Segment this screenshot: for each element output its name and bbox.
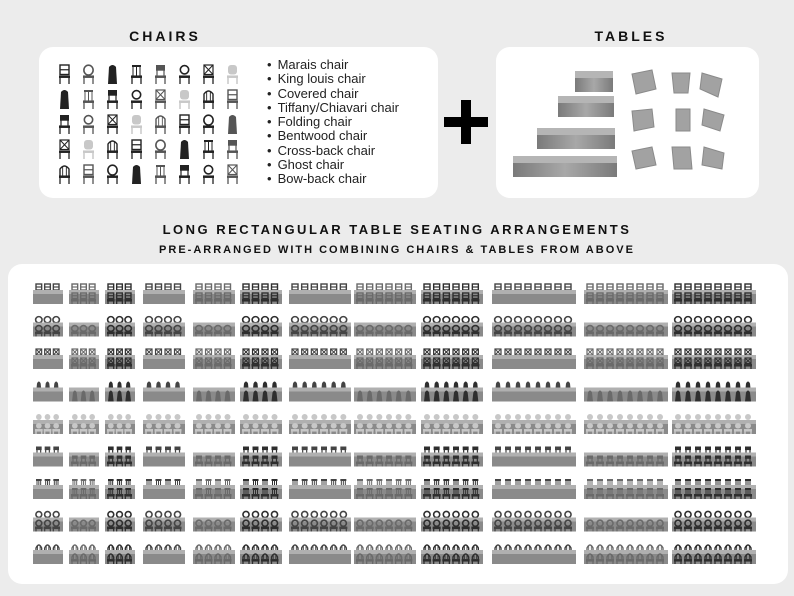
table-top <box>584 323 668 327</box>
seating-arrangement <box>289 447 351 467</box>
seating-arrangement <box>672 479 756 499</box>
chair-icon <box>155 140 166 159</box>
table-top <box>492 453 576 457</box>
seating-arrangement <box>193 479 235 499</box>
chair-icon <box>227 65 238 84</box>
seating-arrangement <box>421 414 483 434</box>
table-cloth <box>584 392 668 402</box>
seating-arrangement <box>354 284 416 304</box>
chair-type-item: • Cross-back chair <box>267 144 399 158</box>
table-cloth <box>492 457 576 467</box>
chair-icon <box>227 140 238 159</box>
seating-arrangement <box>69 349 99 369</box>
table-top <box>289 550 351 554</box>
seating-arrangement <box>354 518 416 532</box>
table-top <box>672 388 756 392</box>
chair-icon <box>203 65 214 84</box>
table-cloth <box>143 554 185 564</box>
chair-icon <box>59 166 70 184</box>
seating-arrangement <box>240 447 282 467</box>
seating-arrangement <box>584 284 668 304</box>
seating-arrangement <box>289 382 351 402</box>
table-cloth <box>143 392 185 402</box>
seating-arrangement <box>492 382 576 402</box>
seating-arrangement <box>69 518 99 532</box>
seating-arrangement <box>492 414 576 434</box>
seating-arrangement <box>492 284 576 304</box>
table-cloth <box>33 392 63 402</box>
seating-arrangement <box>240 479 282 499</box>
table-cloth <box>492 489 576 499</box>
table-top <box>492 485 576 489</box>
table-top <box>143 550 185 554</box>
seating-arrangement <box>240 511 282 531</box>
table-cloth <box>143 359 185 369</box>
table-illustrations <box>496 47 759 198</box>
table-top <box>143 453 185 457</box>
seating-arrangement <box>69 323 99 337</box>
table-cloth <box>143 489 185 499</box>
chairs-heading: CHAIRS <box>129 28 201 44</box>
arrangements-heading: LONG RECTANGULAR TABLE SEATING ARRANGEMENTS <box>162 222 632 237</box>
table-top <box>492 518 576 522</box>
seating-arrangement <box>143 447 185 467</box>
table-top <box>672 453 756 457</box>
table-top <box>421 550 483 554</box>
seating-arrangement <box>193 545 235 564</box>
seating-arrangement <box>69 414 99 434</box>
seating-arrangement <box>240 349 282 369</box>
seating-arrangement <box>672 545 756 564</box>
seating-arrangement <box>672 317 756 337</box>
seating-arrangement <box>143 284 185 304</box>
seating-arrangement <box>672 382 756 402</box>
chair-icon <box>83 65 94 84</box>
table-top <box>33 388 63 392</box>
chair-icon <box>179 66 190 84</box>
seating-arrangement <box>240 317 282 337</box>
seating-arrangement <box>240 284 282 304</box>
table-top <box>492 420 576 424</box>
chair-icon <box>60 90 69 109</box>
chair-icon <box>131 115 142 134</box>
seating-arrangement <box>672 447 756 467</box>
seating-arrangement <box>584 453 668 467</box>
chair-icon <box>179 90 190 109</box>
table-top <box>354 550 416 554</box>
seating-arrangement <box>354 453 416 467</box>
chair-icon <box>179 165 190 184</box>
seating-arrangement <box>105 414 135 434</box>
seating-arrangement <box>33 447 63 467</box>
chair-icon <box>227 90 238 109</box>
chair-icon <box>203 91 214 109</box>
table-top <box>33 290 63 294</box>
chair-type-item: • Tiffany/Chiavari chair <box>267 101 399 115</box>
seating-arrangement <box>421 511 483 531</box>
seating-arrangement <box>421 349 483 369</box>
seating-arrangement <box>193 518 235 532</box>
seating-arrangement <box>193 323 235 337</box>
seating-arrangement <box>33 284 63 304</box>
table-top <box>33 550 63 554</box>
table-top <box>672 420 756 424</box>
chair-icon <box>203 140 214 159</box>
table-top <box>672 518 756 522</box>
table-shapes <box>632 70 724 169</box>
table-top <box>672 485 756 489</box>
seating-arrangement <box>354 349 416 369</box>
seating-arrangement <box>289 349 351 369</box>
seating-arrangement <box>105 512 135 532</box>
table-top <box>421 388 483 392</box>
chair-icon <box>155 90 166 109</box>
chair-type-item: • Bentwood chair <box>267 129 399 143</box>
seating-arrangement <box>492 511 576 531</box>
seating-arrangement <box>492 317 576 337</box>
seating-arrangement <box>289 479 351 499</box>
table-cloth <box>492 359 576 369</box>
table-cloth <box>33 294 63 304</box>
table-cloth <box>289 294 351 304</box>
table-top <box>421 420 483 424</box>
seating-arrangement <box>33 414 63 434</box>
chair-icon <box>228 115 237 134</box>
table-top <box>289 388 351 392</box>
table-top <box>584 388 668 392</box>
table-top <box>289 420 351 424</box>
seating-arrangement <box>672 284 756 304</box>
table-top <box>354 388 416 392</box>
seating-arrangement <box>289 317 351 337</box>
tables-panel <box>496 47 759 198</box>
chair-type-list <box>267 58 399 187</box>
table-cloth <box>289 359 351 369</box>
seating-arrangement <box>33 382 63 402</box>
seating-arrangement <box>105 349 135 369</box>
chair-icon <box>131 91 142 109</box>
chair-type-item: • Folding chair <box>267 115 399 129</box>
table-top <box>584 518 668 522</box>
arrangements-subtitle: PRE-ARRANGED WITH COMBINING CHAIRS & TABLES FROM ABOVE <box>159 244 635 256</box>
table-top <box>672 550 756 554</box>
seating-arrangement <box>354 323 416 337</box>
seating-arrangement <box>143 545 185 564</box>
chair-icon <box>132 165 141 184</box>
seating-arrangement <box>672 511 756 531</box>
table-top <box>354 420 416 424</box>
chair-icon <box>131 140 142 159</box>
seating-arrangement <box>143 479 185 499</box>
seating-arrangement <box>240 414 282 434</box>
chair-icon <box>83 140 94 159</box>
seating-arrangement <box>584 545 668 564</box>
arrangements-panel <box>8 264 788 584</box>
table-cloth <box>289 489 351 499</box>
seating-arrangement <box>584 349 668 369</box>
chair-icon <box>83 165 94 184</box>
table-cloth <box>33 489 63 499</box>
seating-arrangement <box>69 453 99 467</box>
seating-arrangement <box>672 414 756 434</box>
tables-heading: TABLES <box>594 28 668 44</box>
table-cloth <box>492 294 576 304</box>
chair-icon <box>107 165 118 184</box>
chair-type-item: • Covered chair <box>267 87 399 101</box>
seating-arrangement <box>492 545 576 564</box>
table-cloth <box>492 554 576 564</box>
seating-arrangement <box>69 479 99 499</box>
seating-arrangement <box>584 479 668 499</box>
seating-arrangement <box>143 349 185 369</box>
table-cloth <box>492 392 576 402</box>
chair-icon <box>59 65 70 84</box>
table-top <box>143 485 185 489</box>
table-cloth <box>33 457 63 467</box>
seating-arrangement <box>584 388 668 402</box>
table-top <box>33 355 63 359</box>
seating-arrangement-grid <box>8 264 788 584</box>
table-top <box>289 290 351 294</box>
seating-arrangement <box>33 545 63 564</box>
seating-arrangement <box>240 545 282 564</box>
table-top <box>492 550 576 554</box>
seating-arrangement <box>421 284 483 304</box>
table-cloth <box>143 457 185 467</box>
long-table-sizes <box>513 71 617 177</box>
seating-arrangement <box>105 382 135 402</box>
table-top <box>289 453 351 457</box>
table-cloth <box>672 392 756 402</box>
table-top <box>584 485 668 489</box>
chair-type-item: • Bow-back chair <box>267 172 399 186</box>
table-top <box>492 355 576 359</box>
plus-icon <box>444 100 488 144</box>
seating-arrangement <box>240 382 282 402</box>
chair-icon <box>155 165 166 184</box>
seating-arrangement <box>33 512 63 532</box>
seating-arrangement <box>143 414 185 434</box>
chair-icon <box>131 65 142 84</box>
table-top <box>289 485 351 489</box>
table-top <box>143 290 185 294</box>
table-top <box>584 550 668 554</box>
seating-arrangement <box>354 388 416 402</box>
chair-icon <box>83 116 94 134</box>
seating-arrangement <box>492 447 576 467</box>
chair-icon <box>203 166 214 184</box>
chair-icon <box>180 140 189 159</box>
seating-arrangement <box>193 349 235 369</box>
seating-arrangement <box>421 479 483 499</box>
chair-type-item: • King louis chair <box>267 72 399 86</box>
seating-arrangement <box>105 545 135 564</box>
chairs-panel <box>39 47 438 198</box>
seating-arrangement <box>421 317 483 337</box>
seating-arrangement <box>289 284 351 304</box>
chair-icon <box>155 65 166 84</box>
table-top <box>584 420 668 424</box>
seating-arrangement <box>193 284 235 304</box>
table-top <box>672 323 756 327</box>
table-top <box>143 388 185 392</box>
table-top <box>492 388 576 392</box>
chair-icon <box>107 115 118 134</box>
chair-icon <box>107 141 118 159</box>
chair-icon <box>203 115 214 134</box>
seating-arrangement <box>584 323 668 337</box>
chair-icon-grid <box>55 61 255 191</box>
seating-arrangement <box>421 447 483 467</box>
seating-arrangement <box>105 447 135 467</box>
chair-icon <box>107 90 118 109</box>
seating-arrangement <box>492 349 576 369</box>
table-cloth <box>289 457 351 467</box>
seating-arrangement <box>584 414 668 434</box>
table-top <box>289 355 351 359</box>
seating-arrangement <box>33 349 63 369</box>
table-cloth <box>289 392 351 402</box>
table-cloth <box>33 359 63 369</box>
seating-arrangement <box>354 479 416 499</box>
seating-arrangement <box>33 317 63 337</box>
seating-arrangement <box>289 545 351 564</box>
seating-arrangement <box>193 388 235 402</box>
seating-arrangement <box>69 284 99 304</box>
seating-arrangement <box>289 511 351 531</box>
chair-icon <box>155 116 166 134</box>
seating-arrangement <box>354 414 416 434</box>
table-cloth <box>289 554 351 564</box>
seating-arrangement <box>33 479 63 499</box>
seating-arrangement <box>492 479 576 499</box>
seating-arrangement <box>69 545 99 564</box>
chair-icon <box>59 115 70 134</box>
seating-arrangement <box>105 284 135 304</box>
seating-arrangement <box>289 414 351 434</box>
chair-type-item: • Ghost chair <box>267 158 399 172</box>
seating-arrangement <box>193 414 235 434</box>
seating-arrangement <box>105 479 135 499</box>
seating-arrangement <box>69 388 99 402</box>
seating-arrangement <box>421 545 483 564</box>
seating-arrangement <box>421 382 483 402</box>
seating-arrangement <box>354 545 416 564</box>
table-top <box>143 355 185 359</box>
table-top <box>33 485 63 489</box>
table-top <box>492 323 576 327</box>
chair-icon <box>108 65 117 84</box>
seating-arrangement <box>143 382 185 402</box>
chair-icon <box>59 140 70 159</box>
seating-arrangement <box>672 349 756 369</box>
table-top <box>492 290 576 294</box>
table-cloth <box>33 554 63 564</box>
table-top <box>584 453 668 457</box>
chair-icon <box>227 165 238 184</box>
seating-arrangement <box>143 317 185 337</box>
seating-arrangement <box>193 453 235 467</box>
table-cloth <box>143 294 185 304</box>
seating-arrangement <box>584 518 668 532</box>
seating-arrangement <box>105 317 135 337</box>
chair-icon <box>83 90 94 109</box>
chair-type-item: • Marais chair <box>267 58 399 72</box>
chair-icon <box>179 115 190 134</box>
table-top <box>33 453 63 457</box>
seating-arrangement <box>143 511 185 531</box>
